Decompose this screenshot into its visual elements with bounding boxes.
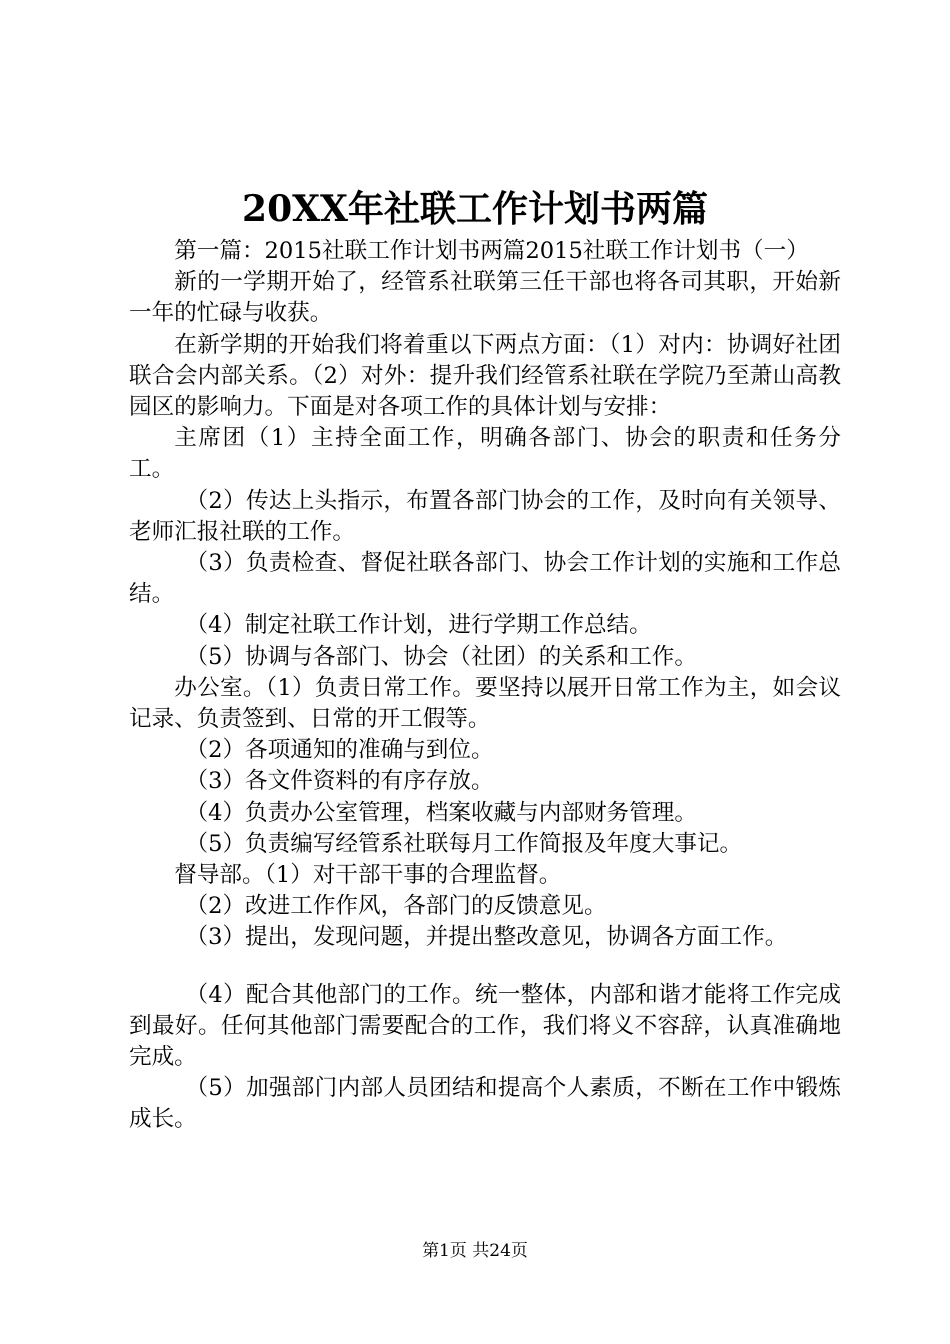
paragraph: （4）配合其他部门的工作。统一整体，内部和谐才能将工作完成到最好。任何其他部门需要配合的工作，我们将义不容辞，认真准确地完成。 — [129, 981, 841, 1071]
paragraph: （4）制定社联工作计划，进行学期工作总结。 — [185, 612, 652, 639]
paragraph: 督导部。（1）对干部干事的合理监督。 — [174, 862, 562, 889]
paragraph: （5）负责编写经管系社联每月工作简报及年度大事记。 — [185, 830, 743, 857]
page-footer: 第1页 共24页 — [422, 1241, 528, 1261]
paragraph: 办公室。（1）负责日常工作。要坚持以展开日常工作为主，如会议记录、负责签到、日常的开工假等。 — [129, 674, 841, 733]
paragraph: （5）加强部门内部人员团结和提高个人素质，不断在工作中锻炼成长。 — [129, 1075, 841, 1133]
paragraph: 第一篇：2015社联工作计划书两篇2015社联工作计划书（一） — [174, 238, 809, 264]
paragraph: （5）协调与各部门、协会（社团）的关系和工作。 — [185, 643, 697, 670]
paragraph: （2）改进工作作风，各部门的反馈意见。 — [185, 893, 607, 920]
paragraph: （4）负责办公室管理，档案收藏与内部财务管理。 — [185, 799, 697, 826]
paragraph: （2）各项通知的准确与到位。 — [185, 737, 494, 764]
paragraph: 新的一学期开始了，经管系社联第三任干部也将各司其职，开始新一年的忙碌与收获。 — [129, 269, 841, 327]
paragraph: 在新学期的开始我们将着重以下两点方面：（1）对内：协调好社团联合会内部关系。（2）对外：提升我们经管系社联在学院乃至萧山高教园区的影响力。下面是对各项工作的具体计划与安排： — [129, 331, 841, 421]
paragraph: （2）传达上头指示，布置各部门协会的工作，及时向有关领导、老师汇报社联的工作。 — [129, 487, 841, 545]
paragraph: （3）各文件资料的有序存放。 — [185, 768, 494, 795]
paragraph: 主席团（1）主持全面工作，明确各部门、协会的职责和任务分工。 — [129, 425, 841, 483]
document-title: 20XX年社联工作计划书两篇 — [242, 188, 708, 230]
paragraph: （3）提出，发现问题，并提出整改意见，协调各方面工作。 — [185, 924, 788, 951]
document-body — [129, 236, 841, 1136]
paragraph: （3）负责检查、督促社联各部门、协会工作计划的实施和工作总结。 — [129, 550, 841, 608]
